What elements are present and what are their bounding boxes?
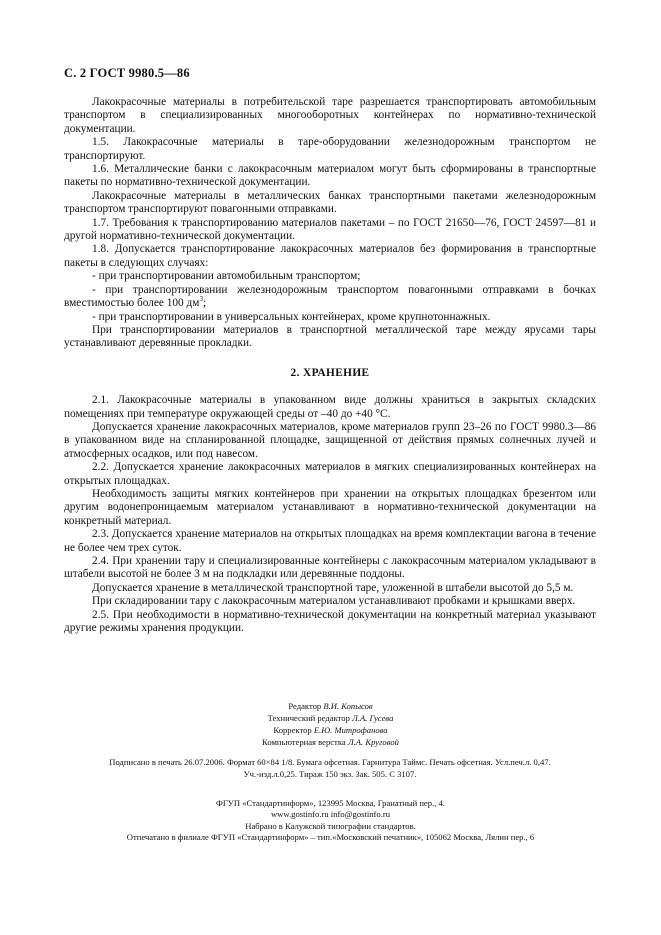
imprint-line: Уч.-изд.л.0,25. Тираж 150 экз. Зак. 505. С 3107. — [243, 768, 417, 779]
paragraph: 2.2. Допускается хранение лакокрасочных материалов в мягких специализированных контейнерах на открытых площадках. — [64, 461, 596, 487]
publisher-line: ФГУП «Стандартинформ», 123995 Москва, Гранатный пер., 4. — [216, 798, 445, 808]
imprint-block — [64, 757, 596, 780]
paragraph: 1.8. Допускается транспортирование лакокрасочных материалов без формирования в транспортные пакеты в следующих случаях: — [64, 243, 596, 269]
publisher-block — [0, 798, 661, 844]
page-header: С. 2 ГОСТ 9980.5—86 — [64, 66, 190, 80]
credit-editor — [0, 700, 661, 712]
credit-label: Компьютерная верстка — [262, 737, 346, 747]
publisher-line: Отпечатано в филиале ФГУП «Стандартинформ» – тип.«Московский печатник», 105062 Москва, Лялин пер., 6 — [126, 832, 535, 843]
unit-superscript: 3 — [199, 295, 203, 304]
credit-layout — [0, 736, 661, 748]
publisher-line: Набрано в Калужской типографии стандартов. — [245, 820, 416, 831]
paragraph: 2.3. Допускается хранение материалов на открытых площадках на время комплектации вагона в течение не более чем трех суток. — [64, 528, 596, 554]
credit-label: Редактор — [288, 701, 322, 711]
paragraph: При складировании тару с лакокрасочным материалом устанавливают пробками и крышками вверх. — [92, 595, 576, 608]
section-title: 2. ХРАНЕНИЕ — [290, 366, 370, 379]
imprint-line: Подписано в печать 26.07.2006. Формат 60×84 1/8. Бумага офсетная. Гарнитура Таймс. Печать офсетная. Усл.печ.л. 0,47. — [109, 757, 551, 767]
paragraph: Допускается хранение в металлической транспортной таре, уложенной в штабели высотой до 5,5 м. — [92, 581, 574, 594]
paragraph: Допускается хранение лакокрасочных материалов, кроме материалов групп 23–26 по ГОСТ 9980.3—86 в упакованном виде на спланированной площадке, защищенной от действия прямых солнечных лучей и атмосферных осадков, или под навесом. — [64, 420, 596, 460]
credits-block — [0, 700, 661, 748]
credit-corrector — [0, 724, 661, 736]
paragraph: 2.4. При хранении тару и специализированные контейнеры с лакокрасочным материалом укладывают в штабели высотой не более 3 м на подкладки или деревянные поддоны. — [64, 555, 596, 581]
document-body — [64, 96, 596, 635]
paragraph: 1.5. Лакокрасочные материалы в таре-оборудовании железнодорожным транспортом не транспортируют. — [64, 136, 596, 162]
credit-tech-editor — [0, 712, 661, 724]
credit-label: Технический редактор — [267, 713, 350, 723]
paragraph: 2.1. Лакокрасочные материалы в упакованном виде должны храниться в закрытых складских помещениях при температуре окружающей среды от –40 до +40 °С. — [64, 394, 596, 420]
paragraph: - при транспортировании в универсальных контейнерах, кроме крупнотоннажных. — [92, 310, 491, 323]
paragraph-barrels — [64, 284, 596, 311]
credit-name: Е.Ю. Митрофанова — [313, 725, 388, 735]
publisher-line: www.gostinfo.ru info@gostinfo.ru — [270, 809, 391, 820]
paragraph: 1.6. Металлические банки с лакокрасочным материалом могут быть сформированы в транспортные пакеты по нормативно-технической документации. — [64, 163, 596, 189]
paragraph-barrels-end: ; — [202, 297, 207, 310]
credit-label: Корректор — [273, 725, 312, 735]
credit-name: Л.А. Круговой — [347, 737, 399, 747]
paragraph: Лакокрасочные материалы в металлических банках транспортными пакетами железнодорожным транспортом транспортируют повагонными отправками. — [64, 189, 596, 216]
paragraph-barrels-text: - при транспортировании железнодорожным транспортом повагонными отправками в бочках вместимостью более 100 дм — [64, 283, 596, 310]
paragraph: При транспортировании материалов в транспортной металлической таре между ярусами тары устанавливают деревянные прокладки. — [64, 323, 596, 350]
credit-name: В.И. Копысов — [323, 701, 373, 711]
paragraph: 1.7. Требования к транспортированию материалов пакетами – по ГОСТ 21650—76, ГОСТ 24597—81 и другой нормативно-технической документации. — [64, 216, 596, 243]
credit-name: Л.А. Гусева — [352, 713, 394, 723]
paragraph: Лакокрасочные материалы в потребительской таре разрешается транспортировать автомобильным транспортом в специализированных многооборотных контейнерах по нормативно-технической документации. — [64, 96, 596, 135]
paragraph: 2.5. При необходимости в нормативно-технической документации на конкретный материал указывают другие режимы хранения продукции. — [64, 608, 596, 635]
paragraph: - при транспортировании автомобильным транспортом; — [92, 270, 361, 283]
paragraph: Необходимость защиты мягких контейнеров при хранении на открытых площадках брезентом или другим водонепроницаемым материалом устанавливают в нормативно-технической документации на конкретный материал. — [64, 487, 596, 527]
